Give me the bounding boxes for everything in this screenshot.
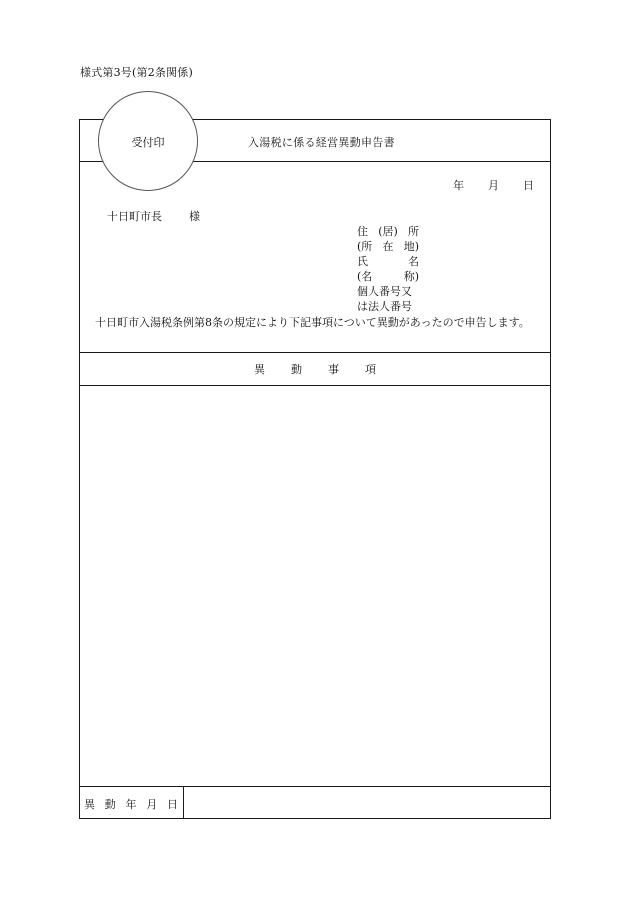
applicant-entity-name-label: (名 称) bbox=[357, 270, 419, 283]
applicant-location-label: (所 在 地) bbox=[357, 240, 419, 253]
applicant-name-label: 氏 名 bbox=[357, 255, 419, 268]
applicant-id-label-line2: は法人番号 bbox=[357, 300, 412, 313]
statement-divider bbox=[79, 352, 551, 353]
date-day-label: 日 bbox=[523, 179, 534, 192]
form-number: 様式第3号(第2条関係) bbox=[80, 66, 193, 79]
addressee-name: 十日町市長 bbox=[107, 210, 162, 223]
changes-heading: 異 動 事 項 bbox=[254, 363, 376, 376]
changes-entry-area[interactable] bbox=[80, 386, 550, 785]
date-month-label: 月 bbox=[488, 179, 499, 192]
applicant-address-label: 住 (居) 所 bbox=[357, 225, 419, 238]
change-date-label: 異 動 年 月 日 bbox=[84, 798, 178, 811]
change-date-entry-field[interactable] bbox=[184, 787, 550, 818]
date-year-label: 年 bbox=[453, 179, 464, 192]
applicant-id-label-line1: 個人番号又 bbox=[357, 285, 412, 298]
declaration-statement: 十日町市入湯税条例第8条の規定により下記事項について異動があったので申告します。 bbox=[95, 316, 530, 329]
addressee-honorific: 様 bbox=[189, 210, 200, 223]
document-title: 入湯税に係る経営異動申告書 bbox=[248, 136, 395, 149]
receipt-stamp-label: 受付印 bbox=[131, 136, 165, 149]
